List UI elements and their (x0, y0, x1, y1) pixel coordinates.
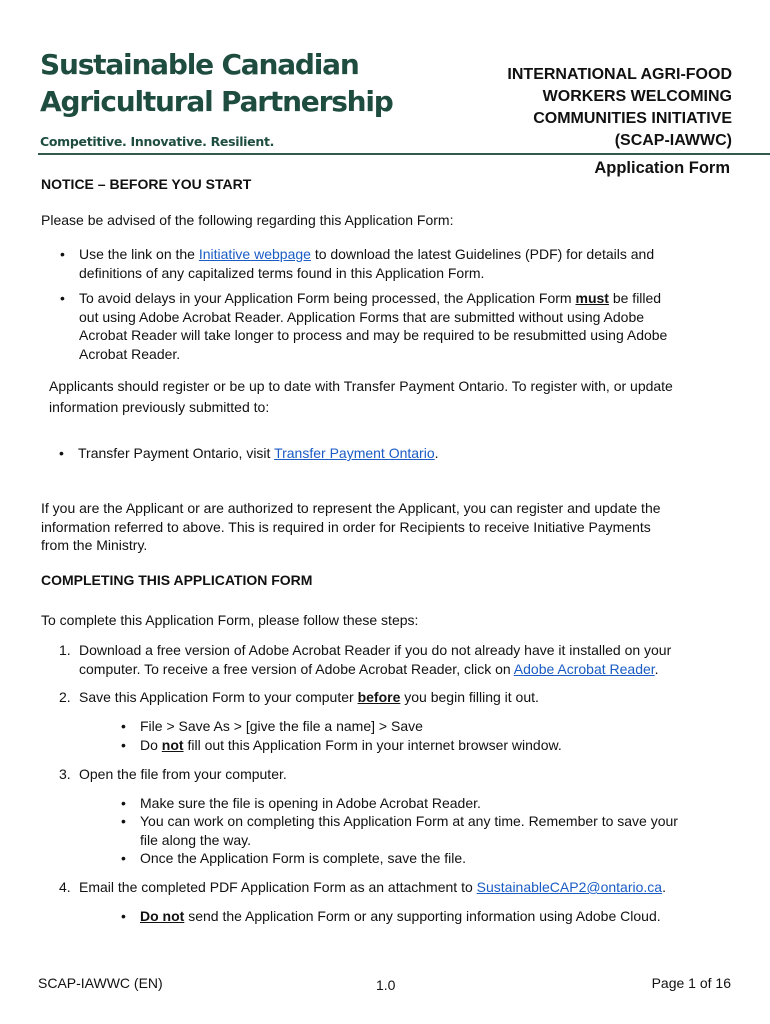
step-3 (59, 765, 287, 784)
bullet-dot-icon: • (121, 795, 126, 811)
emphasis-do-not: Do not (140, 908, 185, 924)
sub-step-text: fill out this Application Form in your internet browser window. (183, 737, 562, 753)
sub-step-text: send the Application Form or any supporting information using Adobe Cloud. (184, 908, 661, 924)
register-paragraph (49, 376, 749, 418)
footer-version: 1.0 (376, 977, 396, 993)
completing-intro: To complete this Application Form, please follow these steps: (41, 612, 419, 628)
bullet-text: . (434, 445, 439, 461)
bullet-text: Acrobat Reader. (79, 345, 181, 362)
bullet-text: definitions of any capitalized terms found in this Application Form. (79, 264, 485, 281)
step-2 (59, 688, 539, 707)
bullet-text: be filled (608, 290, 662, 306)
header-divider (38, 153, 770, 155)
bullet-text: Acrobat Reader will take longer to process and may be required to be resubmitted using Adobe (79, 327, 668, 343)
bullet-dot-icon: • (121, 737, 126, 753)
step-2-sub-1 (121, 717, 423, 736)
step-text: . (662, 879, 666, 895)
logo-tagline: Competitive. Innovative. Resilient. (40, 134, 275, 149)
bullet-dot-icon: • (121, 908, 126, 924)
paragraph-line: information previously submitted to: (49, 399, 270, 415)
emphasis-before: before (357, 689, 401, 705)
footer-form-code: SCAP-IAWWC (EN) (38, 975, 163, 991)
bullet-dot-icon: • (121, 718, 126, 734)
footer-page-number: Page 1 of 16 (651, 975, 731, 991)
sub-step-text: Make sure the file is opening in Adobe Acrobat Reader. (140, 795, 481, 811)
paragraph-line: information referred to above. This is required in order for Recipients to receive Initiative Payments (41, 518, 651, 535)
transfer-payment-ontario-link[interactable]: Transfer Payment Ontario (274, 445, 435, 461)
authorized-paragraph (41, 499, 741, 555)
step-text: Email the completed PDF Application Form as an attachment to (79, 879, 477, 895)
initiative-webpage-link[interactable]: Initiative webpage (198, 246, 311, 262)
sub-step-text: file along the way. (140, 831, 252, 848)
sub-step-text: Do (140, 737, 162, 753)
emphasis-not: not (161, 737, 184, 753)
step-1 (59, 641, 749, 678)
emphasis-must: must (575, 290, 609, 306)
completing-heading: COMPLETING THIS APPLICATION FORM (41, 572, 313, 588)
sub-step-text: File > Save As > [give the file a name] > Save (140, 718, 423, 734)
bullet-dot-icon: • (59, 445, 64, 461)
step-3-sub-1 (121, 794, 481, 813)
bullet-dot-icon: • (60, 290, 65, 306)
bullet-dot-icon: • (121, 813, 126, 829)
adobe-acrobat-reader-link[interactable]: Adobe Acrobat Reader (513, 660, 655, 677)
step-2-sub-2 (121, 736, 562, 755)
sub-step-text: Once the Application Form is complete, save the file. (140, 850, 467, 866)
notice-bullet-2 (60, 289, 759, 363)
step-text: Save this Application Form to your computer (79, 689, 358, 705)
step-text: Download a free version of Adobe Acrobat Reader if you do not already have it installed on your (79, 642, 672, 658)
step-3-sub-3 (121, 849, 467, 868)
notice-heading: NOTICE – BEFORE YOU START (41, 176, 252, 192)
logo-line-1: Sustainable Canadian (40, 48, 359, 81)
step-number: 1. (59, 642, 71, 658)
notice-bullet-1 (60, 245, 739, 282)
sub-step-text: You can work on completing this Application Form at any time. Remember to save your (140, 813, 678, 829)
step-text: you begin filling it out. (400, 689, 539, 705)
bullet-text: To avoid delays in your Application Form being processed, the Application Form (79, 290, 576, 306)
logo-line-2: Agricultural Partnership (40, 85, 393, 118)
step-number: 4. (59, 879, 71, 895)
step-3-sub-2 (121, 812, 740, 849)
initiative-title-line: WORKERS WELCOMING (542, 88, 732, 105)
bullet-text: to download the latest Guidelines (PDF) for details and (310, 246, 655, 262)
bullet-text: out using Adobe Acrobat Reader. Application Forms that are submitted without using Adobe (79, 308, 645, 325)
step-text: computer. To receive a free version of Adobe Acrobat Reader, click on (79, 660, 514, 677)
step-text: Open the file from your computer. (79, 766, 287, 782)
step-number: 3. (59, 766, 71, 782)
initiative-title-line: (SCAP-IAWWC) (614, 132, 732, 149)
bullet-dot-icon: • (121, 850, 126, 866)
bullet-text: Use the link on the (79, 246, 199, 262)
logo-wordmark (40, 46, 440, 120)
form-type-title: Application Form (594, 159, 730, 177)
notice-intro: Please be advised of the following regarding this Application Form: (41, 212, 454, 228)
paragraph-line: If you are the Applicant or are authorized to represent the Applicant, you can register and update the (41, 500, 661, 516)
paragraph-line: from the Ministry. (41, 537, 148, 553)
paragraph-line: Applicants should register or be up to date with Transfer Payment Ontario. To register with, or update (49, 378, 673, 394)
bullet-text: Transfer Payment Ontario, visit (78, 445, 275, 461)
tpo-bullet (59, 444, 439, 463)
initiative-title-line: COMMUNITIES INITIATIVE (533, 110, 732, 127)
email-link[interactable]: SustainableCAP2@ontario.ca (476, 879, 663, 895)
step-text: . (654, 660, 659, 677)
step-4 (59, 878, 666, 897)
initiative-title (432, 64, 732, 152)
initiative-title-line: INTERNATIONAL AGRI-FOOD (507, 66, 732, 83)
step-4-sub-1 (121, 907, 661, 926)
bullet-dot-icon: • (60, 246, 65, 262)
step-number: 2. (59, 689, 71, 705)
